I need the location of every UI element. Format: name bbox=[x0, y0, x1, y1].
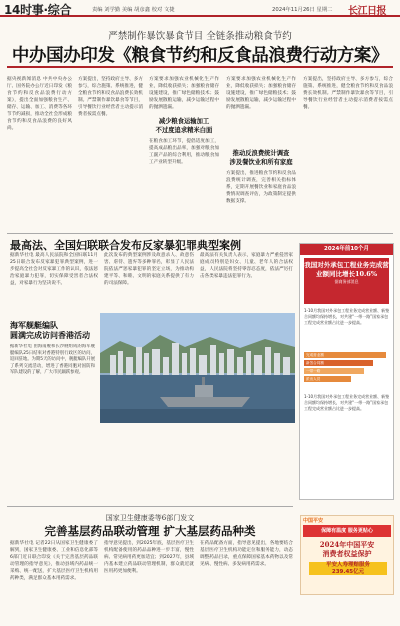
bar-item: 派出人员 bbox=[304, 376, 351, 382]
bottom-headline: 完善基层药品联动管理 扩大基层药品种类 bbox=[44, 524, 256, 538]
photo-caption: 据新华社电 由海南舰和长沙舰组成的海军舰艇编队25日结束对香港特别行政区的访问，返回驻地。为期5天的访问中，舰艇编队开展了系列交流活动，增进了香港同胞对国防和军队建设的了解，广大市民踊跃参观。 bbox=[10, 344, 95, 376]
second-headline: 最高法、全国妇联联合发布反家暴犯罪典型案例 bbox=[10, 239, 241, 252]
second-column-2: 此次发布的典型案例涉及故意杀人、故意伤害、虐待、遗弃等多种罪名，彰显了人民法院依法严惩家暴犯罪的坚定立场，为推动构建平等、和睦、文明的家庭关系提供了有力的司法保障。 bbox=[104, 253, 194, 287]
lead-divider bbox=[7, 66, 393, 68]
bottom-column-3: 在药品配备方面，指导意见提出，各地要结合基层医疗卫生机构功能定位和服务能力，动态调整药品目录，重点保障国家基本药物以及常见病、慢性病、多发病用药需求。 bbox=[200, 541, 293, 568]
ad-brand: 中国平安 bbox=[303, 518, 324, 524]
section-divider-1 bbox=[7, 233, 393, 234]
lead-column-1: 据央视新闻消息 中共中央办公厅、国务院办公厅近日印发《粮食节约和反食品浪费行动方案》，提出全面加强粮食生产、储存、运输、加工、消费等各环节节约减损，推动全社会形成粮食节约和反食品浪费的良好风尚。 bbox=[7, 77, 72, 132]
lead-kicker: 严禁制作暴饮暴食节目 全链条推动粮食节约 bbox=[108, 31, 292, 42]
infographic-subtitle: 据商务部消息 bbox=[334, 279, 359, 284]
bar-item: 完成营业额 bbox=[304, 352, 386, 358]
lead-headline: 中办国办印发《粮食节约和反食品浪费行动方案》 bbox=[11, 46, 389, 66]
lead-subhead-1: 减少粮食运输加工 不过度追求精米白面 bbox=[155, 118, 213, 134]
infographic-banner bbox=[304, 258, 389, 304]
harbor-illustration bbox=[100, 313, 295, 423]
issue-date: 2024年11月26日 星期二 bbox=[272, 7, 333, 13]
lead-column-2: 方案提出，坚持政府主导、多方参与，综合施策、系统推进，健全粮食节约和反食品浪费长效机制。严禁制作暴饮暴食等节目，引导餐饮行业经营者主动提示消费者按需点餐。 bbox=[78, 77, 143, 118]
lead-column-5: 方案提出，推进粮食节约和反食品浪费统计调查，完善相关指标体系，定期开展餐饮业和家庭食品浪费情况调查评估，为政策制定提供数据支撑。 bbox=[226, 171, 296, 205]
newspaper-logo: 长江日报 bbox=[348, 6, 386, 17]
page-number: 14 bbox=[4, 3, 21, 17]
trade-infographic bbox=[299, 243, 394, 500]
lead-column-5a: 方案要求加强农业机械化生产作业，降低收获损失；加强粮食储存设施建设，推广绿色储粮技术；鼓励发展散粮运输，减少运输过程中的抛洒遗漏。 bbox=[226, 77, 296, 111]
hong-kong-harbor-photo bbox=[100, 313, 295, 423]
ad-slogan: 保障有温度 服务更贴心 bbox=[303, 525, 391, 537]
section-divider-2 bbox=[7, 506, 293, 507]
infographic-bars bbox=[304, 352, 390, 384]
infographic-title: 我国对外承包工程业务完成营业额同比增长10.6% bbox=[304, 261, 389, 278]
lead-column-3: 方案要求加强农业机械化生产作业，降低收获损失；加强粮食储存设施建设，推广绿色储粮技术；鼓励发展散粮运输，减少运输过程中的抛洒遗漏。 bbox=[149, 77, 219, 111]
ad-highlight: 平安人寿理赔服务 239.45亿元 bbox=[309, 562, 387, 575]
infographic-header: 2024年前10个月 bbox=[300, 244, 393, 255]
infographic-notes: 1-10月我国对外承包工程业务完成营业额、新签合同额均保持增长，对共建“一带一路”国家承包工程完成营业额占比进一步提高。 bbox=[304, 394, 390, 411]
insurance-advertisement bbox=[300, 515, 394, 595]
bottom-column-1: 据新华社电 记者22日从国家卫生健康委了解到，国家卫生健康委、工业和信息化部等6部门近日联合印发《关于完善基层药品联动管理的指导意见》，推动县域内药品统一采购、统一配送，扩大基层医疗卫生机构用药种类，满足群众基本用药需求。 bbox=[10, 541, 98, 582]
second-column-1: 据新华社电 最高人民法院和全国妇联11月25日联合发布反家暴犯罪典型案例，进一步提高全社会对反家暴工作的认识，依法惩治家庭暴力犯罪，切实保障受害者合法权益，对家暴行为坚决说不。 bbox=[10, 253, 98, 287]
ad-title: 2024年中国平安 消费者权益保护 bbox=[319, 540, 375, 558]
editors-line: 责编 刘学勤 美编 胡彦鑫 校对 文捷 bbox=[92, 7, 175, 13]
photo-title: 海军舰艇编队 圆满完成访问香港活动 bbox=[10, 320, 90, 340]
bar-item: 一带一路 bbox=[304, 368, 364, 374]
page-header bbox=[0, 0, 400, 17]
lead-column-6: 方案提出，坚持政府主导、多方参与，综合施策、系统推进，健全粮食节约和反食品浪费长效机制。严禁制作暴饮暴食等节目，引导餐饮行业经营者主动提示消费者按需点餐。 bbox=[303, 77, 393, 111]
section-name: 时事·综合 bbox=[20, 3, 72, 17]
page-section-label bbox=[4, 1, 71, 18]
lead-subhead-2: 推动反浪费统计调查 涉及餐饮业和所有家庭 bbox=[229, 150, 293, 166]
infographic-text: 1-10月我国对外承包工程业务完成营业额、新签合同额均保持增长，对共建“一带一路”国家承包工程完成营业额占比进一步提高。 bbox=[304, 308, 390, 325]
second-column-3: 最高法有关负责人表示，家庭暴力严重侵害家庭成员特别是妇女、儿童、老年人的合法权益，人民法院将坚持零容忍态度，依法严厉打击各类家暴违法犯罪行为。 bbox=[200, 253, 293, 280]
bar-item: 新签合同额 bbox=[304, 360, 373, 366]
bottom-kicker: 国家卫生健康委等6部门发文 bbox=[105, 514, 195, 522]
bottom-column-2: 指导意见提出，到2025年底，基层医疗卫生机构配备使用的药品品种进一步丰富，慢性病、常见病用药更加适宜；到2027年，县域内基本建立药品联动管理机制，群众就近就医用药更加便利。 bbox=[104, 541, 194, 575]
lead-column-4: 在粮食加工环节，提倡适度加工，提高成品粮出品率，加强对粮食加工副产品的综合利用，推动粮食加工产业转型升级。 bbox=[149, 139, 219, 166]
